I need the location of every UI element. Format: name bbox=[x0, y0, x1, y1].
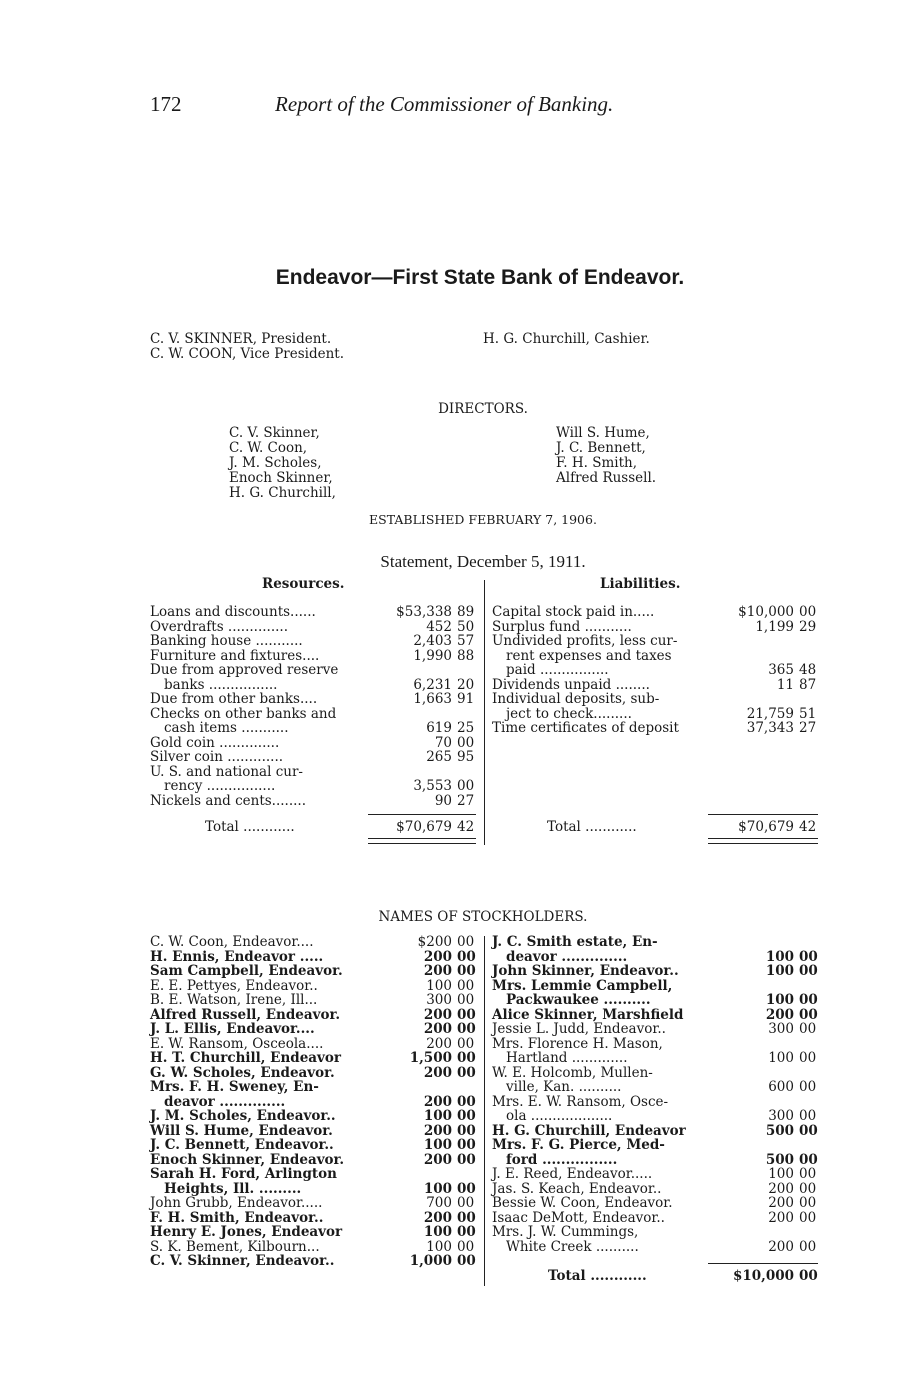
row-dollars: 600 bbox=[768, 1079, 794, 1095]
row-dollars: 70 bbox=[434, 734, 452, 751]
row-label: Alice Skinner, Marshfield bbox=[492, 1006, 684, 1023]
stockholder-row bbox=[492, 1022, 822, 1037]
resources-table bbox=[150, 605, 480, 808]
row-cents: 00 bbox=[457, 1122, 476, 1139]
stockholder-row bbox=[150, 964, 480, 979]
row-dollars: 500 bbox=[765, 1151, 794, 1168]
row-cents: 00 bbox=[799, 948, 818, 965]
resource-row bbox=[150, 707, 480, 722]
row-cents: 29 bbox=[799, 618, 817, 635]
row-dollars: $53,338 bbox=[396, 604, 452, 620]
row-cents: 00 bbox=[799, 1195, 817, 1211]
directors-right bbox=[556, 426, 656, 486]
row-label: Nickels and cents........ bbox=[150, 792, 307, 809]
row-dollars: 100 bbox=[423, 1108, 452, 1124]
stockholder-row bbox=[492, 1240, 822, 1255]
row-cents: 00 bbox=[457, 1151, 476, 1168]
stockholders-left bbox=[150, 935, 480, 1269]
row-label: rent expenses and taxes bbox=[506, 647, 672, 664]
row-dollars: 200 bbox=[768, 1180, 794, 1197]
row-label: Time certificates of deposit bbox=[492, 720, 679, 736]
row-dollars: 1,000 bbox=[409, 1253, 452, 1269]
row-label: Isaac DeMott, Endeavor.. bbox=[492, 1209, 665, 1226]
stockholder-row bbox=[150, 950, 480, 965]
row-dollars: 200 bbox=[423, 1151, 452, 1168]
row-cents: 00 bbox=[457, 1064, 476, 1081]
resource-row bbox=[150, 605, 480, 620]
stockholder-row bbox=[150, 1254, 480, 1269]
resources-rule bbox=[368, 814, 476, 815]
row-label: S. K. Bement, Kilbourn... bbox=[150, 1238, 320, 1255]
liability-row bbox=[492, 634, 822, 649]
stockholder-row bbox=[150, 979, 480, 994]
resource-row bbox=[150, 620, 480, 635]
row-label: H. G. Churchill, Endeavor bbox=[492, 1122, 686, 1139]
row-label: Henry E. Jones, Endeavor bbox=[150, 1224, 343, 1240]
director-name: C. V. Skinner, bbox=[229, 425, 320, 441]
row-dollars: 200 bbox=[768, 1238, 794, 1255]
stockholder-row bbox=[492, 950, 822, 965]
row-dollars: 200 bbox=[423, 948, 452, 965]
established-date: ESTABLISHED FEBRUARY 7, 1906. bbox=[369, 512, 597, 527]
row-dollars: 300 bbox=[768, 1108, 794, 1124]
row-cents: 00 bbox=[457, 1238, 475, 1255]
row-cents: 00 bbox=[799, 1238, 817, 1255]
row-dollars: 200 bbox=[423, 1064, 452, 1081]
stockholder-row bbox=[150, 1051, 480, 1066]
row-label: Jessie L. Judd, Endeavor.. bbox=[492, 1021, 666, 1037]
row-label: Capital stock paid in..... bbox=[492, 604, 655, 620]
stockholder-row bbox=[492, 1051, 822, 1066]
total-cents: 42 bbox=[457, 819, 475, 835]
resource-row bbox=[150, 779, 480, 794]
row-dollars: 100 bbox=[768, 1050, 794, 1066]
director-name: Enoch Skinner, bbox=[229, 470, 333, 486]
row-label: Dividends unpaid ........ bbox=[492, 676, 650, 693]
row-label: Silver coin ............. bbox=[150, 749, 284, 765]
stockholder-row bbox=[492, 1095, 822, 1110]
stockholders-heading: NAMES OF STOCKHOLDERS. bbox=[378, 909, 588, 925]
row-cents: 00 bbox=[457, 778, 475, 794]
row-label: Jas. S. Keach, Endeavor.. bbox=[492, 1180, 662, 1197]
liabilities-rule bbox=[708, 814, 818, 815]
stockholder-row bbox=[492, 979, 822, 994]
row-cents: 00 bbox=[457, 1137, 476, 1153]
row-cents: 00 bbox=[799, 1122, 818, 1139]
row-dollars: 300 bbox=[768, 1021, 794, 1037]
row-label: H. Ennis, Endeavor ..... bbox=[150, 948, 324, 965]
row-label: White Creek .......... bbox=[506, 1238, 639, 1255]
row-dollars: 100 bbox=[426, 1238, 452, 1255]
row-cents: 00 bbox=[799, 1151, 818, 1168]
row-cents: 91 bbox=[457, 691, 475, 707]
stockholder-row bbox=[492, 1008, 822, 1023]
row-label: Due from approved reserve bbox=[150, 662, 339, 678]
row-label: Furniture and fixtures.... bbox=[150, 647, 320, 664]
stockholder-row bbox=[150, 1167, 480, 1182]
row-dollars: 200 bbox=[768, 1209, 794, 1226]
stockholders-divider bbox=[484, 936, 485, 1286]
stockholder-row bbox=[492, 993, 822, 1008]
row-label: Mrs. F. H. Sweney, En- bbox=[150, 1079, 319, 1095]
stockholders-rule bbox=[708, 1263, 818, 1264]
row-cents: 00 bbox=[457, 734, 475, 751]
row-dollars: 300 bbox=[426, 992, 452, 1008]
resources-double-rule bbox=[368, 838, 476, 844]
row-cents: 48 bbox=[799, 662, 817, 678]
stockholder-row bbox=[150, 993, 480, 1008]
row-dollars: 1,663 bbox=[413, 691, 452, 707]
row-cents: 00 bbox=[799, 1079, 817, 1095]
row-label: Mrs. Florence H. Mason, bbox=[492, 1035, 663, 1052]
stockholders-total-row bbox=[492, 1269, 822, 1284]
row-cents: 00 bbox=[799, 1006, 818, 1023]
stockholder-row bbox=[150, 935, 480, 950]
resource-row bbox=[150, 634, 480, 649]
stockholder-row bbox=[492, 1080, 822, 1095]
row-label: Loans and discounts...... bbox=[150, 604, 316, 620]
row-label: Enoch Skinner, Endeavor. bbox=[150, 1151, 345, 1168]
stockholder-row bbox=[150, 1037, 480, 1052]
stockholder-row bbox=[150, 1022, 480, 1037]
stockholder-row bbox=[150, 1211, 480, 1226]
stockholder-row bbox=[150, 1138, 480, 1153]
row-dollars: 100 bbox=[426, 977, 452, 994]
stockholder-row bbox=[150, 1080, 480, 1095]
row-label: H. T. Churchill, Endeavor bbox=[150, 1050, 342, 1066]
resource-row bbox=[150, 736, 480, 751]
row-dollars: 452 bbox=[426, 618, 452, 635]
row-cents: 89 bbox=[457, 604, 475, 620]
row-dollars: 100 bbox=[423, 1224, 452, 1240]
liability-row bbox=[492, 721, 822, 736]
vice-president: C. W. COON, Vice President. bbox=[150, 346, 345, 362]
row-dollars: 200 bbox=[768, 1195, 794, 1211]
resource-row bbox=[150, 692, 480, 707]
director-name: C. W. Coon, bbox=[229, 440, 308, 456]
row-dollars: 21,759 bbox=[746, 705, 794, 722]
row-label: John Skinner, Endeavor.. bbox=[492, 963, 679, 979]
row-dollars: 365 bbox=[768, 662, 794, 678]
resource-row bbox=[150, 765, 480, 780]
row-dollars: 11 bbox=[776, 676, 794, 693]
row-label: Due from other banks.... bbox=[150, 691, 318, 707]
stockholder-row bbox=[150, 1240, 480, 1255]
director-name: H. G. Churchill, bbox=[229, 485, 336, 501]
row-label: E. E. Pettyes, Endeavor.. bbox=[150, 977, 318, 994]
row-label: Mrs. Lemmie Campbell, bbox=[492, 977, 673, 994]
officers-left bbox=[150, 332, 344, 362]
stockholder-row bbox=[150, 1196, 480, 1211]
liabilities-total-row bbox=[492, 820, 822, 835]
row-dollars: 200 bbox=[423, 1006, 452, 1023]
row-label: ford ................ bbox=[506, 1151, 618, 1168]
director-name: J. M. Scholes, bbox=[229, 455, 322, 471]
stockholder-row bbox=[150, 1225, 480, 1240]
row-cents: 00 bbox=[457, 963, 476, 979]
president: C. V. SKINNER, President. bbox=[150, 331, 332, 347]
row-cents: 51 bbox=[799, 705, 817, 722]
total-dollars: $70,679 bbox=[396, 819, 452, 835]
row-label: Bessie W. Coon, Endeavor. bbox=[492, 1195, 673, 1211]
row-dollars: 619 bbox=[426, 720, 452, 736]
bank-title: Endeavor—First State Bank of Endeavor. bbox=[275, 266, 685, 289]
liabilities-heading: Liabilities. bbox=[600, 576, 681, 592]
row-label: ject to check......... bbox=[506, 705, 632, 722]
stockholder-row bbox=[150, 1153, 480, 1168]
row-dollars: 200 bbox=[423, 1209, 452, 1226]
row-cents: 00 bbox=[457, 1253, 476, 1269]
row-cents: 20 bbox=[457, 676, 475, 693]
total-cents: 00 bbox=[799, 1268, 818, 1284]
row-dollars: 200 bbox=[423, 1093, 452, 1110]
row-dollars: 1,500 bbox=[409, 1050, 452, 1066]
row-label: banks ................ bbox=[164, 676, 278, 693]
row-cents: 25 bbox=[457, 720, 475, 736]
row-dollars: 3,553 bbox=[413, 778, 452, 794]
row-dollars: $200 bbox=[417, 934, 452, 950]
row-cents: 00 bbox=[457, 1050, 476, 1066]
stockholder-row bbox=[150, 1066, 480, 1081]
row-label: Mrs. F. G. Pierce, Med- bbox=[492, 1137, 665, 1153]
row-label: Will S. Hume, Endeavor. bbox=[150, 1122, 333, 1139]
row-label: Surplus fund ........... bbox=[492, 618, 632, 635]
row-cents: 00 bbox=[457, 1224, 476, 1240]
row-label: John Grubb, Endeavor..... bbox=[150, 1195, 323, 1211]
stockholder-row bbox=[492, 1037, 822, 1052]
running-title: Report of the Commissioner of Banking. bbox=[275, 92, 614, 116]
row-dollars: 200 bbox=[423, 1021, 452, 1037]
row-label: J. M. Scholes, Endeavor.. bbox=[150, 1108, 336, 1124]
row-label: ville, Kan. .......... bbox=[506, 1079, 622, 1095]
row-label: J. C. Smith estate, En- bbox=[492, 934, 658, 950]
row-dollars: $10,000 bbox=[738, 604, 794, 620]
row-cents: 00 bbox=[799, 963, 818, 979]
row-label: cash items ........... bbox=[164, 720, 289, 736]
row-label: Mrs. J. W. Cummings, bbox=[492, 1224, 639, 1240]
row-cents: 00 bbox=[799, 992, 818, 1008]
total-label: Total ............ bbox=[547, 819, 637, 835]
row-label: Individual deposits, sub- bbox=[492, 691, 660, 707]
liability-row bbox=[492, 707, 822, 722]
row-cents: 00 bbox=[457, 992, 475, 1008]
row-cents: 87 bbox=[799, 676, 817, 693]
total-cents: 42 bbox=[799, 819, 817, 835]
page-number: 172 bbox=[150, 92, 182, 116]
row-dollars: 100 bbox=[423, 1180, 452, 1197]
row-dollars: 100 bbox=[765, 963, 794, 979]
row-cents: 00 bbox=[457, 977, 475, 994]
row-label: G. W. Scholes, Endeavor. bbox=[150, 1064, 335, 1081]
stockholder-row bbox=[492, 1124, 822, 1139]
liability-row bbox=[492, 649, 822, 664]
row-label: B. E. Watson, Irene, Ill... bbox=[150, 992, 318, 1008]
row-label: Hartland ............. bbox=[506, 1050, 628, 1066]
row-dollars: 1,199 bbox=[755, 618, 794, 635]
row-label: E. W. Ransom, Osceola.... bbox=[150, 1035, 324, 1052]
stockholders-right bbox=[492, 935, 822, 1254]
row-cents: 00 bbox=[457, 1006, 476, 1023]
row-cents: 00 bbox=[799, 1209, 817, 1226]
row-cents: 27 bbox=[457, 792, 475, 809]
resource-row bbox=[150, 794, 480, 809]
stockholder-row bbox=[492, 1196, 822, 1211]
liability-row bbox=[492, 605, 822, 620]
resources-total bbox=[150, 820, 480, 835]
row-label: Sarah H. Ford, Arlington bbox=[150, 1166, 337, 1182]
row-label: Banking house ........... bbox=[150, 633, 303, 649]
statement-divider bbox=[484, 580, 485, 845]
director-name: Will S. Hume, bbox=[556, 425, 650, 441]
row-label: C. W. Coon, Endeavor.... bbox=[150, 934, 314, 950]
row-cents: 00 bbox=[799, 1108, 817, 1124]
statement-title: Statement, December 5, 1911. bbox=[380, 552, 586, 571]
row-dollars: 100 bbox=[765, 948, 794, 965]
resource-row bbox=[150, 721, 480, 736]
row-label: ola ................... bbox=[506, 1108, 613, 1124]
row-label: paid ................ bbox=[506, 662, 609, 678]
row-dollars: 2,403 bbox=[413, 633, 452, 649]
row-cents: 00 bbox=[799, 1180, 817, 1197]
resource-row bbox=[150, 750, 480, 765]
row-cents: 88 bbox=[457, 647, 475, 664]
total-dollars: $70,679 bbox=[738, 819, 794, 835]
director-name: J. C. Bennett, bbox=[556, 440, 646, 456]
liability-row bbox=[492, 692, 822, 707]
stockholder-row bbox=[150, 1182, 480, 1197]
row-label: Overdrafts .............. bbox=[150, 618, 288, 635]
row-label: deavor .............. bbox=[506, 948, 628, 965]
row-cents: 95 bbox=[457, 749, 475, 765]
stockholders-total bbox=[492, 1269, 822, 1284]
directors-left bbox=[229, 426, 336, 501]
row-label: Checks on other banks and bbox=[150, 705, 337, 722]
stockholder-row bbox=[150, 1008, 480, 1023]
row-dollars: 265 bbox=[426, 749, 452, 765]
row-cents: 50 bbox=[457, 618, 475, 635]
row-label: Packwaukee .......... bbox=[506, 992, 651, 1008]
row-dollars: 200 bbox=[426, 1035, 452, 1052]
row-dollars: 100 bbox=[768, 1166, 794, 1182]
stockholder-row bbox=[492, 1138, 822, 1153]
row-label: C. V. Skinner, Endeavor.. bbox=[150, 1253, 335, 1269]
liability-row bbox=[492, 663, 822, 678]
liabilities-table bbox=[492, 605, 822, 736]
row-dollars: 1,990 bbox=[413, 647, 452, 664]
director-name: F. H. Smith, bbox=[556, 455, 637, 471]
row-label: J. C. Bennett, Endeavor.. bbox=[150, 1137, 334, 1153]
liability-row bbox=[492, 620, 822, 635]
stockholder-row bbox=[492, 1182, 822, 1197]
resources-total-row bbox=[150, 820, 480, 835]
row-cents: 00 bbox=[799, 1021, 817, 1037]
row-label: J. L. Ellis, Endeavor.... bbox=[150, 1021, 315, 1037]
row-dollars: 700 bbox=[426, 1195, 452, 1211]
row-dollars: 100 bbox=[423, 1137, 452, 1153]
stockholder-row bbox=[150, 1095, 480, 1110]
cashier: H. G. Churchill, Cashier. bbox=[483, 331, 650, 347]
row-cents: 00 bbox=[799, 1050, 817, 1066]
resource-row bbox=[150, 649, 480, 664]
resource-row bbox=[150, 663, 480, 678]
row-label: Gold coin .............. bbox=[150, 734, 280, 751]
stockholder-row bbox=[492, 1066, 822, 1081]
row-label: rency ................ bbox=[164, 778, 276, 794]
total-dollars: $10,000 bbox=[732, 1268, 794, 1284]
row-label: Mrs. E. W. Ransom, Osce- bbox=[492, 1093, 669, 1110]
liabilities-double-rule bbox=[708, 838, 818, 844]
total-label: Total ............ bbox=[548, 1268, 647, 1284]
liability-row bbox=[492, 678, 822, 693]
row-cents: 00 bbox=[799, 604, 817, 620]
row-cents: 00 bbox=[457, 948, 476, 965]
row-cents: 00 bbox=[457, 1021, 476, 1037]
row-cents: 27 bbox=[799, 720, 817, 736]
stockholder-row bbox=[492, 1109, 822, 1124]
row-cents: 00 bbox=[457, 1035, 475, 1052]
row-cents: 00 bbox=[457, 1209, 476, 1226]
row-dollars: 100 bbox=[765, 992, 794, 1008]
stockholder-row bbox=[492, 935, 822, 950]
liabilities-total bbox=[492, 820, 822, 835]
row-cents: 00 bbox=[457, 1180, 476, 1197]
row-dollars: 200 bbox=[423, 1122, 452, 1139]
row-dollars: 90 bbox=[434, 792, 452, 809]
stockholder-row bbox=[150, 1109, 480, 1124]
row-label: Alfred Russell, Endeavor. bbox=[150, 1006, 341, 1023]
total-label: Total ............ bbox=[205, 819, 295, 835]
row-cents: 57 bbox=[457, 633, 475, 649]
row-cents: 00 bbox=[457, 1093, 476, 1110]
row-cents: 00 bbox=[457, 934, 475, 950]
stockholder-row bbox=[492, 1153, 822, 1168]
director-name: Alfred Russell. bbox=[556, 470, 657, 486]
stockholder-row bbox=[492, 1167, 822, 1182]
row-label: F. H. Smith, Endeavor.. bbox=[150, 1209, 324, 1226]
resources-heading: Resources. bbox=[262, 576, 345, 592]
row-label: deavor .............. bbox=[164, 1093, 286, 1110]
stockholder-row bbox=[150, 1124, 480, 1139]
row-dollars: 200 bbox=[423, 963, 452, 979]
row-cents: 00 bbox=[457, 1108, 476, 1124]
row-dollars: 200 bbox=[765, 1006, 794, 1023]
row-dollars: 500 bbox=[765, 1122, 794, 1139]
row-dollars: 37,343 bbox=[746, 720, 794, 736]
row-label: W. E. Holcomb, Mullen- bbox=[492, 1064, 653, 1081]
resource-row bbox=[150, 678, 480, 693]
row-dollars: 6,231 bbox=[413, 676, 452, 693]
row-label: J. E. Reed, Endeavor..... bbox=[492, 1166, 653, 1182]
stockholder-row bbox=[492, 964, 822, 979]
row-label: Heights, Ill. ......... bbox=[164, 1180, 302, 1197]
row-cents: 00 bbox=[799, 1166, 817, 1182]
row-label: U. S. and national cur- bbox=[150, 763, 303, 780]
row-label: Sam Campbell, Endeavor. bbox=[150, 963, 343, 979]
directors-heading: DIRECTORS. bbox=[438, 401, 528, 417]
row-cents: 00 bbox=[457, 1195, 475, 1211]
stockholder-row bbox=[492, 1211, 822, 1226]
stockholder-row bbox=[492, 1225, 822, 1240]
row-label: Undivided profits, less cur- bbox=[492, 633, 678, 649]
